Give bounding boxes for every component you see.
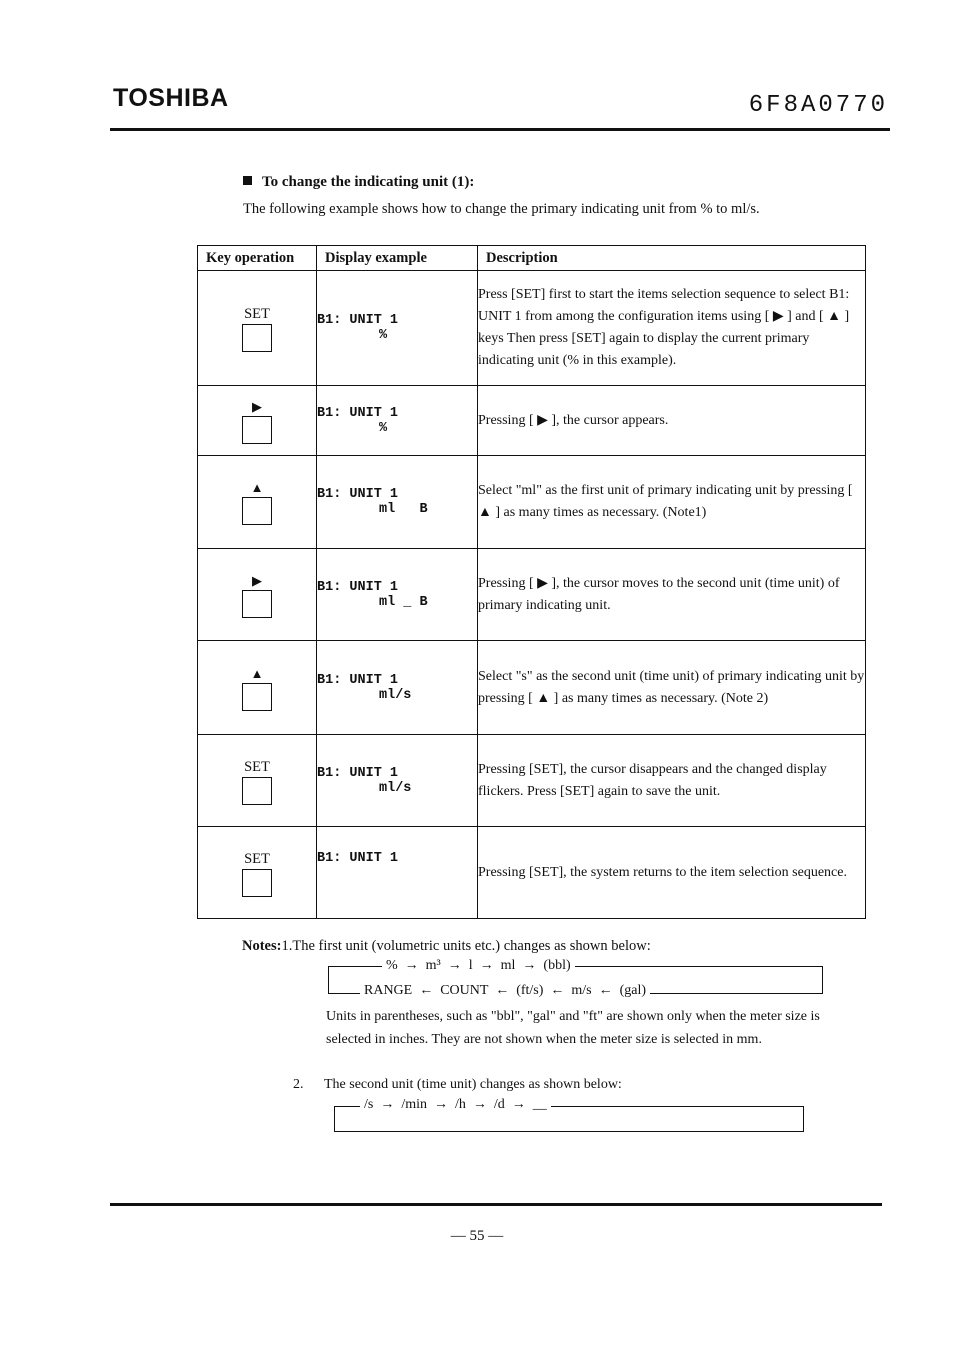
display-cell — [317, 641, 478, 735]
section-title — [243, 174, 474, 191]
display-line-1: B1: UNIT 1 — [317, 765, 399, 781]
header-display-example: Display example — [317, 246, 478, 271]
display-line-2: ml/s — [379, 780, 412, 796]
key-operation-table — [197, 245, 866, 919]
right-arrow-icon: ▶ — [252, 398, 262, 414]
display-line-2: ml B — [379, 502, 428, 517]
display-line-1: B1: UNIT 1 — [317, 672, 399, 688]
description-cell: Select "ml" as the first unit of primary indicating unit by pressing [ ▲ ] as many times as necessary. (Note1) — [478, 456, 866, 549]
table-row — [198, 271, 866, 386]
section-title-text: To change the indicating unit (1): — [262, 174, 475, 190]
display-line-2: % — [379, 420, 388, 436]
page-number: — 55 — — [450, 1228, 504, 1244]
key-cell — [198, 549, 317, 641]
key-cell — [198, 386, 317, 456]
table-header-row — [198, 246, 866, 271]
right-key-icon — [242, 590, 272, 618]
description-cell: Pressing [ ▶ ], the cursor appears. — [478, 386, 866, 456]
table-row — [198, 735, 866, 827]
display-line-2: % — [379, 328, 388, 343]
up-arrow-icon: ▲ — [250, 480, 264, 495]
set-key-icon — [242, 324, 272, 352]
note2-intro: The second unit (time unit) changes as shown below: — [324, 1077, 622, 1092]
description-cell: Select "s" as the second unit (time unit) of primary indicating unit by pressing [ ▲ ] as many times as necessary. (Note 2) — [478, 641, 866, 735]
display-cell — [317, 827, 478, 919]
header-description: Description — [478, 246, 866, 271]
note1-text: Units in parentheses, such as "bbl", "gal" and "ft" are shown only when the meter size is selected in inches. They are not shown when the meter size is selected in mm. — [326, 1009, 820, 1047]
display-line-1: B1: UNIT 1 — [317, 579, 399, 595]
description-cell: Pressing [SET], the system returns to the item selection sequence. — [478, 827, 866, 919]
set-key-icon — [242, 869, 272, 897]
display-cell — [317, 386, 478, 456]
table-row — [198, 456, 866, 549]
key-cell — [198, 827, 317, 919]
description-cell: Pressing [SET], the cursor disappears and the changed display flickers. Press [SET] again to save the unit. — [478, 735, 866, 827]
table-row — [198, 641, 866, 735]
brand-logo: TOSHIBA — [113, 84, 229, 112]
display-line-2: ml _ B — [379, 594, 428, 610]
table-row — [198, 386, 866, 456]
description-cell: Press [SET] first to start the items selection sequence to select B1: UNIT 1 from among the configuration items using [ ▶ ] and [ ▲ ] keys Then press [SET] again to display the current primary indicating unit (% in this example). — [478, 271, 866, 386]
key-label: SET — [244, 758, 270, 775]
document-number: 6F8A0770 — [748, 92, 888, 119]
set-key-icon — [242, 777, 272, 805]
key-cell — [198, 456, 317, 549]
up-arrow-icon: ▲ — [250, 665, 264, 681]
notes-heading — [242, 938, 651, 955]
right-arrow-icon: ▶ — [252, 572, 262, 588]
bullet-icon — [243, 176, 252, 185]
right-key-icon — [242, 416, 272, 444]
table-row — [198, 549, 866, 641]
description-cell: Pressing [ ▶ ], the cursor moves to the second unit (time unit) of primary indicating unit. — [478, 549, 866, 641]
display-cell — [317, 549, 478, 641]
key-label: SET — [244, 850, 270, 867]
header-key-operation: Key operation — [198, 246, 317, 271]
intro-text: The following example shows how to change the primary indicating unit from % to ml/s. — [243, 201, 760, 217]
table-row — [198, 827, 866, 919]
key-cell — [198, 271, 317, 386]
display-cell — [317, 735, 478, 827]
key-cell — [198, 641, 317, 735]
header-rule — [110, 128, 890, 131]
flow1-top-row: % → m³ → l → ml → (bbl) — [382, 958, 575, 974]
display-line-2: ml/s — [379, 687, 412, 703]
display-line-1: B1: UNIT 1 — [317, 405, 399, 421]
footer-rule — [110, 1203, 882, 1206]
display-line-1: B1: UNIT 1 — [317, 313, 399, 328]
display-line-1: B1: UNIT 1 — [317, 851, 399, 866]
note1-intro: 1.The first unit (volumetric units etc.) changes as shown below: — [281, 938, 651, 954]
display-cell — [317, 456, 478, 549]
flow2-row: /s → /min → /h → /d → __ — [360, 1097, 551, 1113]
notes-label: Notes: — [242, 938, 282, 954]
display-line-1: B1: UNIT 1 — [317, 487, 399, 502]
flow1-bottom-row: RANGE ← COUNT ← (ft/s) ← m/s ← (gal) — [360, 983, 650, 999]
key-label: SET — [244, 306, 270, 322]
up-key-icon — [242, 497, 272, 525]
key-cell — [198, 735, 317, 827]
note2-number: 2. — [293, 1077, 304, 1092]
display-cell — [317, 271, 478, 386]
up-key-icon — [242, 683, 272, 711]
